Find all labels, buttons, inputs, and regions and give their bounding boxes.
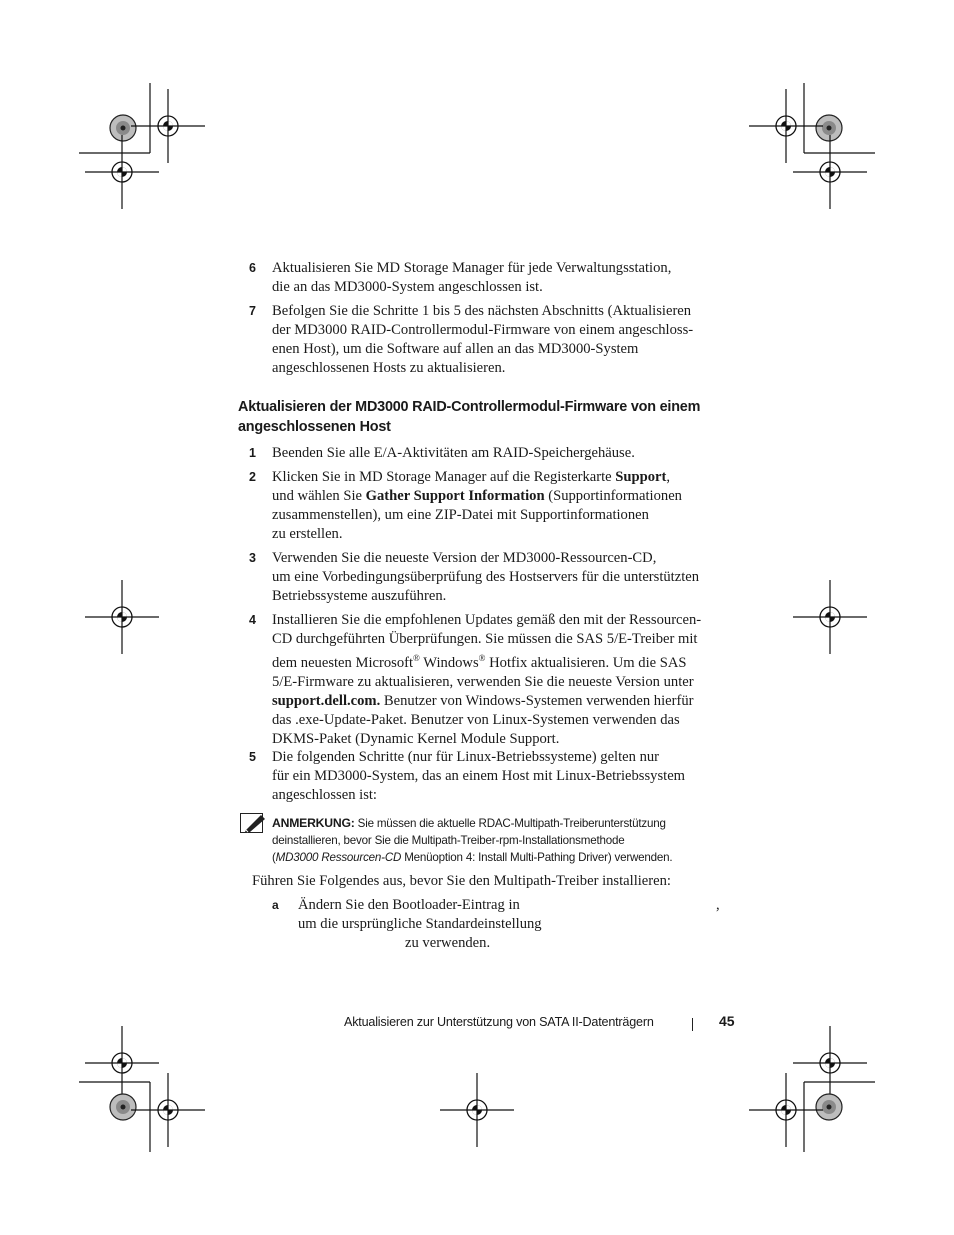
registration-mark [793, 580, 867, 654]
text-line: zu verwenden. [405, 935, 491, 951]
step-number: 7 [249, 304, 256, 318]
registration-mark [85, 135, 159, 209]
text-line: der MD3000 RAID-Controllermodul-Firmware von einem angeschloss- [272, 322, 694, 338]
color-target-mark [816, 1094, 842, 1120]
step-number: 6 [249, 261, 256, 275]
color-target-mark [110, 1094, 136, 1120]
text-line: Befolgen Sie die Schritte 1 bis 5 des nächsten Abschnitts (Aktualisieren [272, 303, 692, 319]
color-target-mark [110, 115, 136, 141]
text-run: Windows [419, 654, 479, 671]
text-line: enen Host), um die Software auf allen an das MD3000-System [272, 341, 639, 357]
intro-paragraph [252, 872, 671, 891]
text-line: um die ursprüngliche Standardeinstellung [298, 916, 542, 932]
text-line: 5/E-Firmware zu aktualisieren, verwenden Sie die neueste Version unter [272, 673, 694, 690]
heading-line: Aktualisieren der MD3000 RAID-Controllermodul-Firmware von einem [238, 399, 701, 415]
registration-mark [131, 89, 205, 163]
step-3-text [272, 549, 699, 606]
registration-mark [85, 580, 159, 654]
text-line: angeschlossen ist: [272, 787, 377, 803]
text-line: DKMS-Paket (Dynamic Kernel Module Support. [272, 730, 560, 747]
step-number: 4 [249, 613, 256, 627]
text-line: angeschlossenen Hosts zu aktualisieren. [272, 360, 506, 376]
text-line [272, 649, 701, 673]
text-line: Die folgenden Schritte (nur für Linux-Betriebssysteme) gelten nur [272, 749, 660, 765]
text-line: das .exe-Update-Paket. Benutzer von Linux-Systemen verwenden das [272, 711, 680, 728]
step-number: 3 [249, 551, 256, 565]
heading-line: angeschlossenen Host [238, 419, 391, 435]
footer-separator [692, 1018, 693, 1031]
text-run: ( [272, 851, 276, 864]
note-block [272, 815, 672, 866]
text-line: um eine Vorbedingungsüberprüfung des Hostservers für die unterstützten [272, 569, 700, 585]
step-2-text [272, 468, 682, 544]
text-line: Betriebssysteme auszuführen. [272, 588, 447, 604]
step-7-text [272, 302, 693, 378]
text-line: Aktualisieren Sie MD Storage Manager für jede Verwaltungsstation, [272, 260, 672, 276]
registration-mark [440, 1073, 514, 1147]
text-run: Menüoption 4: Install Multi-Pathing Driver) verwenden. [401, 851, 673, 864]
note-pencil-icon [240, 813, 266, 833]
note-line: deinstallieren, bevor Sie die Multipath-Treiber-rpm-Installationsmethode [272, 834, 625, 847]
text-line: zusammenstellen), um eine ZIP-Datei mit Supportinformationen [272, 507, 649, 523]
substep-comma: , [716, 897, 720, 913]
text-line [272, 487, 682, 506]
text-run: dem neuesten Microsoft [272, 654, 414, 671]
substep-letter: a [272, 898, 279, 912]
text-line: Installieren Sie die empfohlenen Updates gemäß den mit der Ressourcen- [272, 612, 702, 628]
section-heading [238, 397, 700, 437]
text-line [272, 692, 701, 711]
note-label: ANMERKUNG: [272, 816, 355, 830]
text-line: zu erstellen. [272, 526, 343, 542]
color-target-mark [816, 115, 842, 141]
footer-chapter-title: Aktualisieren zur Unterstützung von SATA II-Datenträgern [344, 1015, 654, 1029]
text-line: Beenden Sie alle E/A-Aktivitäten am RAID-Speichergehäuse. [272, 445, 635, 461]
text-line: CD durchgeführten Überprüfungen. Sie müssen die SAS 5/E-Treiber mit [272, 631, 698, 647]
ui-term: Support [615, 469, 667, 485]
text-run: Sie müssen die aktuelle RDAC-Multipath-Treiberunterstützung [354, 817, 666, 830]
text-line: die an das MD3000-System angeschlossen ist. [272, 279, 543, 295]
step-number: 2 [249, 470, 256, 484]
text-line: für ein MD3000-System, das an einem Host mit Linux-Betriebssystem [272, 768, 686, 784]
registration-mark [749, 1073, 823, 1147]
text-line [272, 468, 682, 487]
registration-mark [131, 1073, 205, 1147]
emphasis-text: MD3000 Ressourcen-CD [275, 851, 402, 864]
page-number: 45 [719, 1013, 735, 1029]
link-text: support.dell.com. [272, 692, 381, 709]
step-number: 5 [249, 750, 256, 764]
registration-mark [85, 1026, 159, 1100]
ui-term: Gather Support Information [365, 488, 545, 504]
text-run: Klicken Sie in MD Storage Manager auf die Registerkarte [272, 469, 616, 485]
step-number: 1 [249, 446, 256, 460]
text-line: Ändern Sie den Bootloader-Eintrag in [298, 897, 520, 913]
registered-mark: ® [478, 653, 486, 663]
text-line: Verwenden Sie die neueste Version der MD3000-Ressourcen-CD, [272, 550, 657, 566]
step-1-text [272, 444, 635, 463]
step-5-text [272, 748, 685, 805]
registered-mark: ® [413, 653, 420, 663]
substep-a-text [298, 896, 542, 953]
text-run: Hotfix aktualisieren. Um die SAS [485, 654, 687, 671]
text-line: Führen Sie Folgendes aus, bevor Sie den Multipath-Treiber installieren: [252, 873, 671, 889]
note-line [272, 815, 672, 832]
text-run: (Supportinformationen [544, 488, 682, 504]
step-4-text [272, 611, 701, 749]
text-run: Benutzer von Windows-Systemen verwenden hierfür [380, 692, 694, 709]
registration-mark [749, 89, 823, 163]
step-6-text [272, 259, 671, 297]
note-line [272, 849, 672, 866]
text-run: , [666, 469, 671, 485]
text-run: und wählen Sie [272, 488, 366, 504]
